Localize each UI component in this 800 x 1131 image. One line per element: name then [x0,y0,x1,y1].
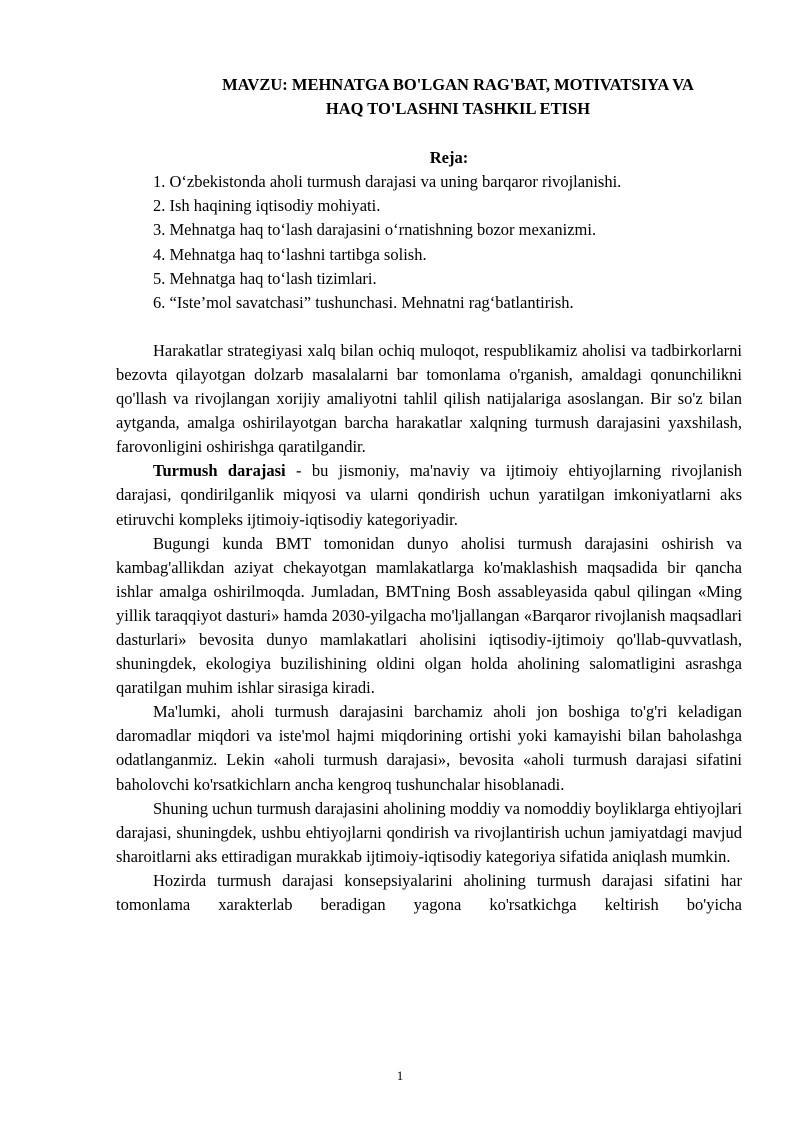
document-title [116,73,742,121]
plan-item: 6. “Iste’mol savatchasi” tushunchasi. Mehnatni rag‘batlantirish. [153,292,574,312]
definition-text: - bu jismoniy, ma'naviy va ijtimoiy ehtiyojlarning rivojlanish darajasi, qondirilganlik miqyosi va ularni qondirish uchun yaratilgan imkoniyatlarni aks etiruvchi kompleks ijtimoiy-iqtisodiy kategoriyadir. [116,461,743,529]
plan-item: 2. Ish haqining iqtisodiy mohiyati. [153,196,381,216]
plan-list [116,170,742,315]
body-paragraph: Ma'lumki, aholi turmush darajasini barchamiz aholi jon boshiga to'g'ri keladigan daromadlar miqdori va iste'mol hajmi miqdorining ortishi yoki kamayishi bilan baholashga odatlanganmiz. Lekin «aholi turmush darajasi», bevosita «aholi turmush darajasi sifatini baholovchi ko'rsatkichlarn ancha kengroq tushunchalar hisoblanadi. [116,702,742,794]
body-paragraph: Bugungi kunda BMT tomonidan dunyo aholisi turmush darajasini oshirish va kambag'allikdan aziyat chekayotgan mamlakatlarga ko'maklashish maqsadida bir qancha ishlar amalga oshirilmoqda. Jumladan, BMTning Bosh assableyasida qabul qilingan «Ming yillik taraqqiyot dasturi» hamda 2030-yilgacha mo'ljallangan «Barqaror rivojlanish maqsadlari dasturlari» bevosita dunyo mamlakatlari aholisini iqtisodiy-ijtimoiy qo'llab-quvvatlash, shuningdek, ekologiya buzilishining oldini olgan holda aholining salomatligini asrashga qaratilgan muhim ishlar sirasiga kiradi. [116,533,742,698]
page-number: 1 [396,1068,404,1083]
body-paragraph: Harakatlar strategiyasi xalq bilan ochiq muloqot, respublikamiz aholisi va tadbirkorlarni bezovta qilayotgan dolzarb masalalarni bar tomonlama o'rganish, amaldagi qonunchilikni qo'llash va rivojlangan xorijiy amaliyotni tahlil qilish natijalariga asoslangan. Bir so'z bilan aytganda, amalga oshirilayotgan barcha harakatlar xalqning turmush darajasini yaxshilash, farovonligini oshirishga qaratilgandir. [116,340,742,457]
plan-item: 4. Mehnatga haq to‘lashni tartibga solish. [153,244,427,264]
plan-heading: Reja: [429,148,469,168]
definition-paragraph [116,459,742,531]
title-line-2: HAQ TO'LASHNI TASHKIL ETISH [325,99,591,119]
plan-item: 5. Mehnatga haq to‘lash tizimlari. [153,268,377,288]
body-paragraph: Shuning uchun turmush darajasini aholining moddiy va nomoddiy boyliklarga ehtiyojlari darajasi, shuningdek, ushbu ehtiyojlarni qondirish va rivojlantirish uchun jamiyatdagi mavjud sharoitlarni aks ettiradigan murakkab ijtimoiy-iqtisodiy kategoriya sifatida aniqlash mumkin. [116,798,742,866]
plan-item: 3. Mehnatga haq to‘lash darajasini o‘rnatishning bozor mexanizmi. [153,220,597,240]
body-paragraph: Hozirda turmush darajasi konsepsiyalarini aholining turmush darajasi sifatini har tomonlama xarakterlab beradigan yagona ko'rsatkichga keltirish bo'yicha [116,870,742,914]
title-line-1: MAVZU: MEHNATGA BO'LGAN RAG'BAT, MOTIVATSIYA VA [222,75,694,94]
plan-item: 1. O‘zbekistonda aholi turmush darajasi va uning barqaror rivojlanishi. [153,172,622,192]
document-page [116,73,742,917]
defined-term: Turmush darajasi [153,461,286,481]
